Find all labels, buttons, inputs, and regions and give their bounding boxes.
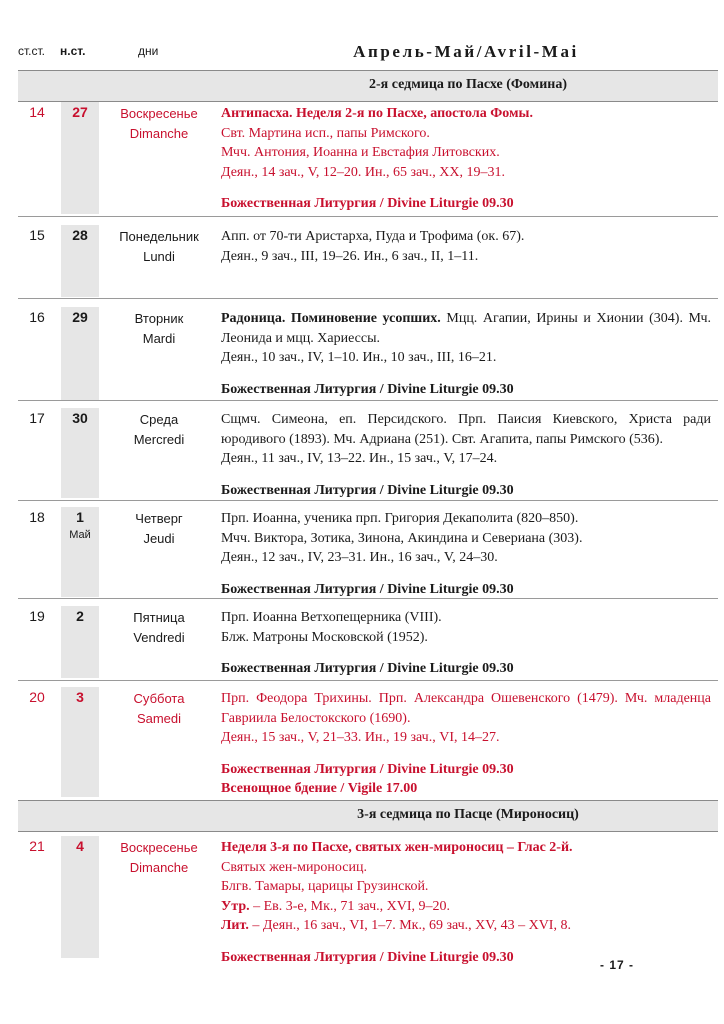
- entry-text: Антипасха. Неделя 2-я по Пасхе, апостола Фомы. Свт. Мартина исп., папы Римского. Мчч. Антония, Иоанна и Евстафия Литовских. Деян., 14 зач., V, 12–20. Ин., 65 зач., XX, 19–31. Божественная Литургия / Divine Liturgie 09.30: [221, 104, 711, 214]
- page-title: Апрель-Май/Avril-Mai: [353, 42, 579, 61]
- weekday: Вторник Mardi: [134, 311, 184, 346]
- entry-text: Апп. от 70-ти Аристарха, Пуда и Трофима (ок. 67). Деян., 9 зач., III, 19–26. Ин., 6 зач., II, 1–11.: [221, 229, 525, 264]
- week-band-2: [18, 70, 718, 102]
- weekday: Пятница Vendredi: [133, 610, 185, 645]
- weekday: Воскресенье Dimanche: [120, 840, 198, 875]
- entry-text: Неделя 3-я по Пасхе, святых жен-мироносиц – Глас 2-й. Святых жен-мироносиц. Блгв. Тамары, царицы Грузинской. Утр. – Ев. 3-е, Мк., 71 зач., XVI, 9–20. Лит. – Деян., 16 зач., VI, 1–7. Мк., 69 зач., XV, 43 – XVI, 8. Божественная Литургия / Divine Liturgie 09.30: [221, 838, 711, 967]
- page-number: - 17 -: [600, 958, 635, 972]
- entry-text: Прп. Феодора Трихины. Прп. Александра Ошевенского (1479). Мч. младенца Гавриила Белостокского (1690). Деян., 15 зач., V, 21–33. Ин., 19 зач., VI, 14–27. Божественная Литургия / Divine Liturgie 09.30 Всенощное бдение / Vigile 17.00: [221, 689, 711, 799]
- old-style-header: ст.ст.: [18, 44, 45, 58]
- old-date: 19: [29, 608, 45, 624]
- liturgy-time: Божественная Литургия / Divine Liturgie 09.30: [221, 661, 514, 676]
- old-date: 15: [29, 227, 45, 243]
- vigil-time: Всенощное бдение / Vigile 17.00: [221, 781, 418, 796]
- old-date: 21: [29, 838, 45, 854]
- new-date: 1 Май: [61, 507, 99, 597]
- liturgy-time: Божественная Литургия / Divine Liturgie 09.30: [221, 949, 514, 965]
- entry-text: Сщмч. Симеона, еп. Персидского. Прп. Паисия Киевского, Христа ради юродивого (1893). Мч. Адриана (251). Свт. Агапита, папы Римского (536). Деян., 11 зач., IV, 13–22. Ин., 15 зач., V, 17–24. Божественная Литургия / Divine Liturgie 09.30: [221, 410, 711, 500]
- new-date: 4: [61, 836, 99, 958]
- liturgy-time: Божественная Литургия / Divine Liturgie 09.30: [221, 196, 514, 211]
- liturgy-time: Божественная Литургия / Divine Liturgie 09.30: [221, 482, 514, 498]
- new-date: 2: [61, 606, 99, 678]
- liturgy-time: Божественная Литургия / Divine Liturgie 09.30: [221, 761, 514, 777]
- new-date: 27: [61, 102, 99, 214]
- new-date: 30: [61, 408, 99, 498]
- old-date: 18: [29, 509, 45, 525]
- weekday: Среда Mercredi: [133, 412, 185, 447]
- weekday: Четверг Jeudi: [135, 511, 183, 546]
- liturgy-time: Божественная Литургия / Divine Liturgie 09.30: [221, 581, 514, 597]
- table-header: [0, 44, 724, 66]
- weekday: Воскресенье Dimanche: [120, 106, 198, 141]
- entry-text: Прп. Иоанна Ветхопещерника (VIII). Блж. Матроны Московской (1952). Божественная Литургия / Divine Liturgie 09.30: [221, 608, 711, 679]
- row-divider: [18, 680, 718, 681]
- new-date: 28: [61, 225, 99, 297]
- new-style-header: н.ст.: [60, 44, 86, 58]
- week-band-3: [18, 800, 718, 832]
- week-title: 3-я седмица по Пасце (Мироносиц): [357, 807, 579, 822]
- old-date: 20: [29, 689, 45, 705]
- row-divider: [18, 598, 718, 599]
- liturgy-time: Божественная Литургия / Divine Liturgie 09.30: [221, 381, 514, 397]
- row-divider: [18, 298, 718, 299]
- week-title: 2-я седмица по Пасхе (Фомина): [368, 77, 567, 92]
- entry-text: Радоница. Поминовение усопших. Мцц. Агапии, Ирины и Хионии (304). Мч. Леонида и мцц. Хариессы. Деян., 10 зач., IV, 1–10. Ин., 10 зач., III, 16–21. Божественная Литургия / Divine Liturgie 09.30: [221, 309, 711, 399]
- entry-text: Прп. Иоанна, ученика прп. Григория Декаполита (820–850). Мчч. Виктора, Зотика, Зинона, Акиндина и Севериана (303). Деян., 12 зач., IV, 23–31. Ин., 16 зач., V, 24–30. Божественная Литургия / Divine Liturgie 09.30: [221, 509, 711, 599]
- new-date: 29: [61, 307, 99, 401]
- weekday: Суббота Samedi: [133, 691, 185, 726]
- row-divider: [18, 216, 718, 217]
- old-date: 14: [29, 104, 45, 120]
- row-divider: [18, 400, 718, 401]
- old-date: 17: [29, 410, 45, 426]
- row-divider: [18, 500, 718, 501]
- old-date: 16: [29, 309, 45, 325]
- days-header: дни: [138, 44, 159, 58]
- new-date: 3: [61, 687, 99, 797]
- weekday: Понедельник Lundi: [119, 229, 199, 264]
- month-label: Май: [69, 529, 91, 541]
